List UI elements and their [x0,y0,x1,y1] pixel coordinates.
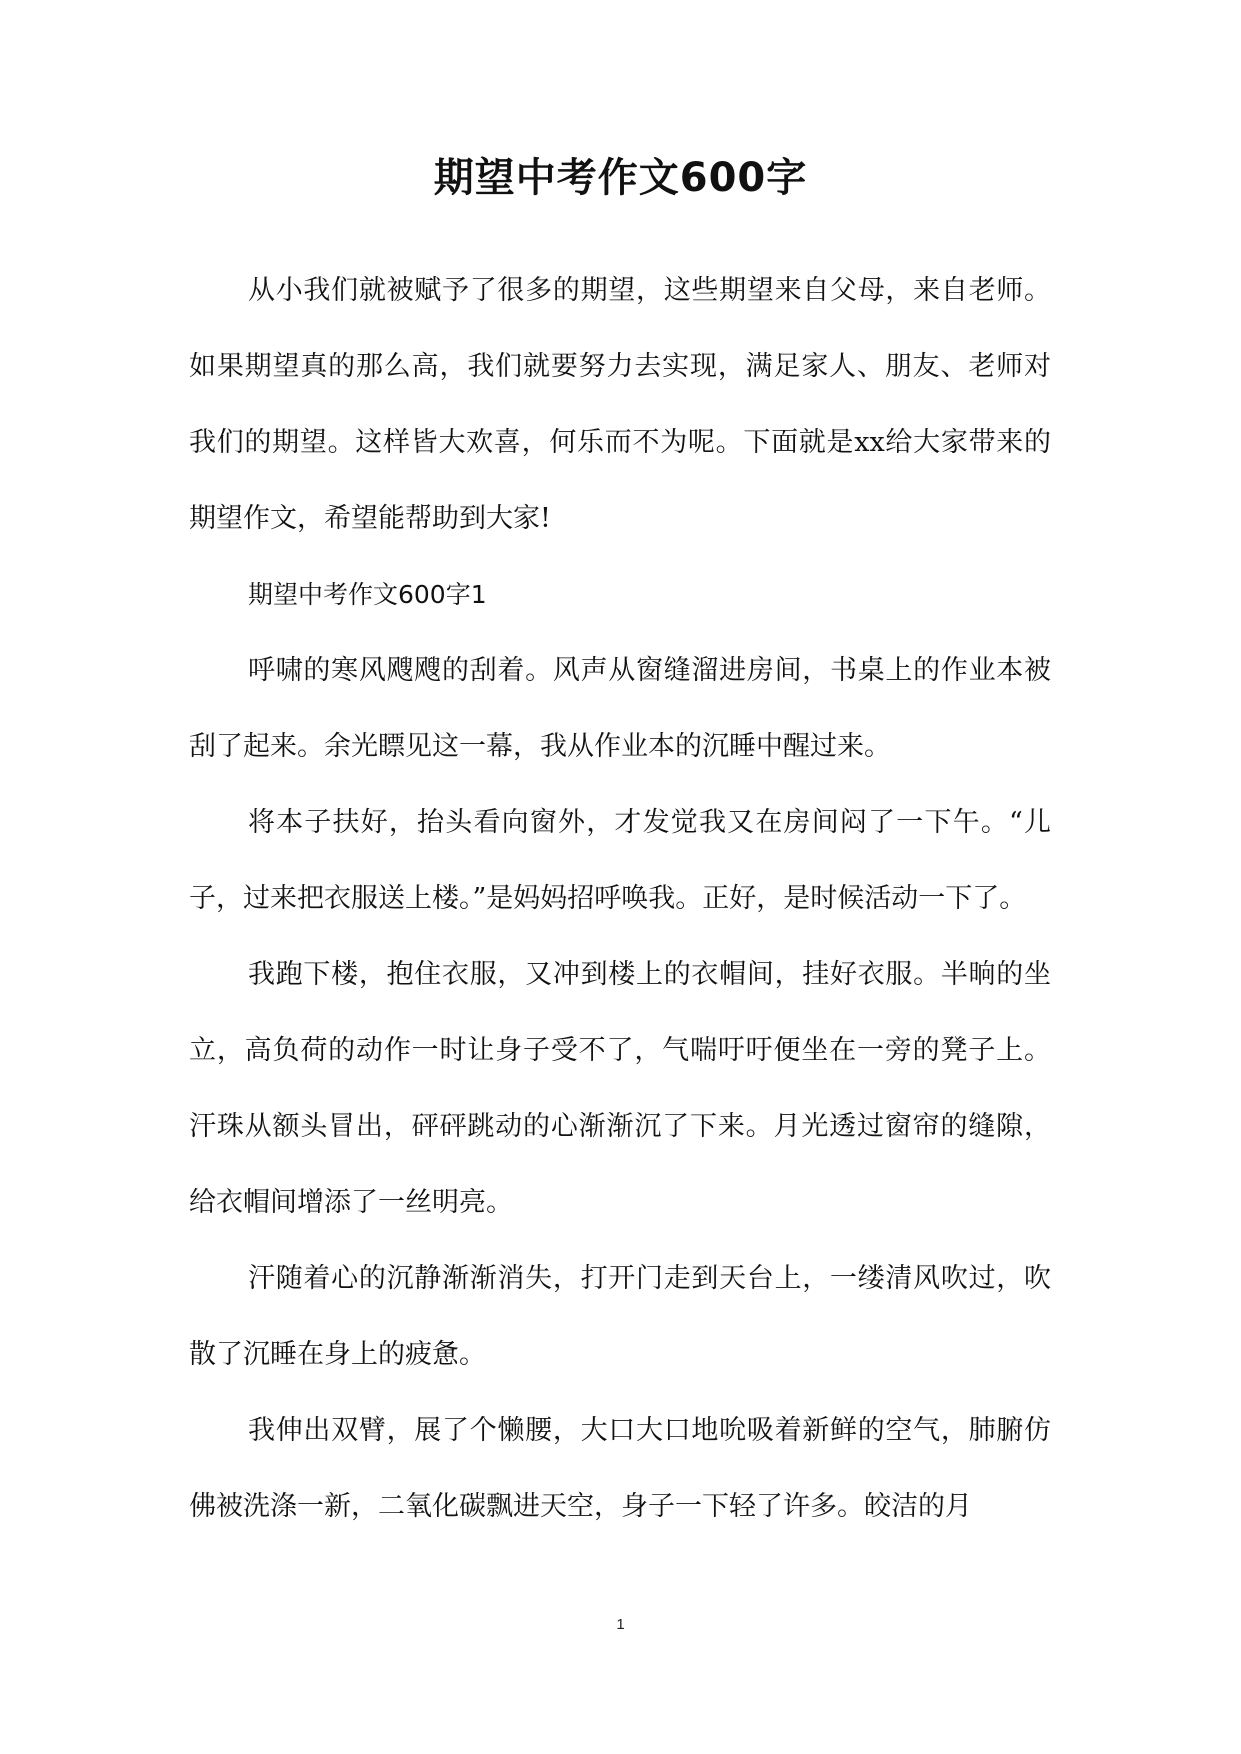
document-title: 期望中考作文600字 [433,155,808,201]
section-heading: 期望中考作文600字1 [248,580,487,609]
paragraph-2: 将本子扶好，抬头看向窗外，才发觉我又在房间闷了一下午。“儿子，过来把衣服送上楼。”是妈妈招呼唤我。正好，是时候活动一下了。 [189,807,1051,914]
paragraph-5: 我伸出双臂，展了个懒腰，大口大口地吮吸着新鲜的空气，肺腑仿佛被洗涤一新，二氧化碳飘进天空，身子一下轻了许多。皎洁的月 [189,1415,1051,1522]
paragraph-3: 我跑下楼，抱住衣服，又冲到楼上的衣帽间，挂好衣服。半晌的坐立，高负荷的动作一时让身子受不了，气喘吁吁便坐在一旁的凳子上。汗珠从额头冒出，砰砰跳动的心渐渐沉了下来。月光透过窗帘的缝隙，给衣帽间增添了一丝明亮。 [189,959,1051,1218]
page-number: 1 [616,1616,625,1633]
paragraph-intro: 从小我们就被赋予了很多的期望，这些期望来自父母，来自老师。如果期望真的那么高，我们就要努力去实现，满足家人、朋友、老师对我们的期望。这样皆大欢喜，何乐而不为呢。下面就是xx给大家带来的期望作文，希望能帮助到大家! [189,275,1051,534]
paragraph-1: 呼啸的寒风飕飕的刮着。风声从窗缝溜进房间，书桌上的作业本被刮了起来。余光瞟见这一幕，我从作业本的沉睡中醒过来。 [189,655,1051,762]
paragraph-4: 汗随着心的沉静渐渐消失，打开门走到天台上，一缕清风吹过，吹散了沉睡在身上的疲惫。 [189,1263,1051,1370]
document-body [189,253,1051,1545]
